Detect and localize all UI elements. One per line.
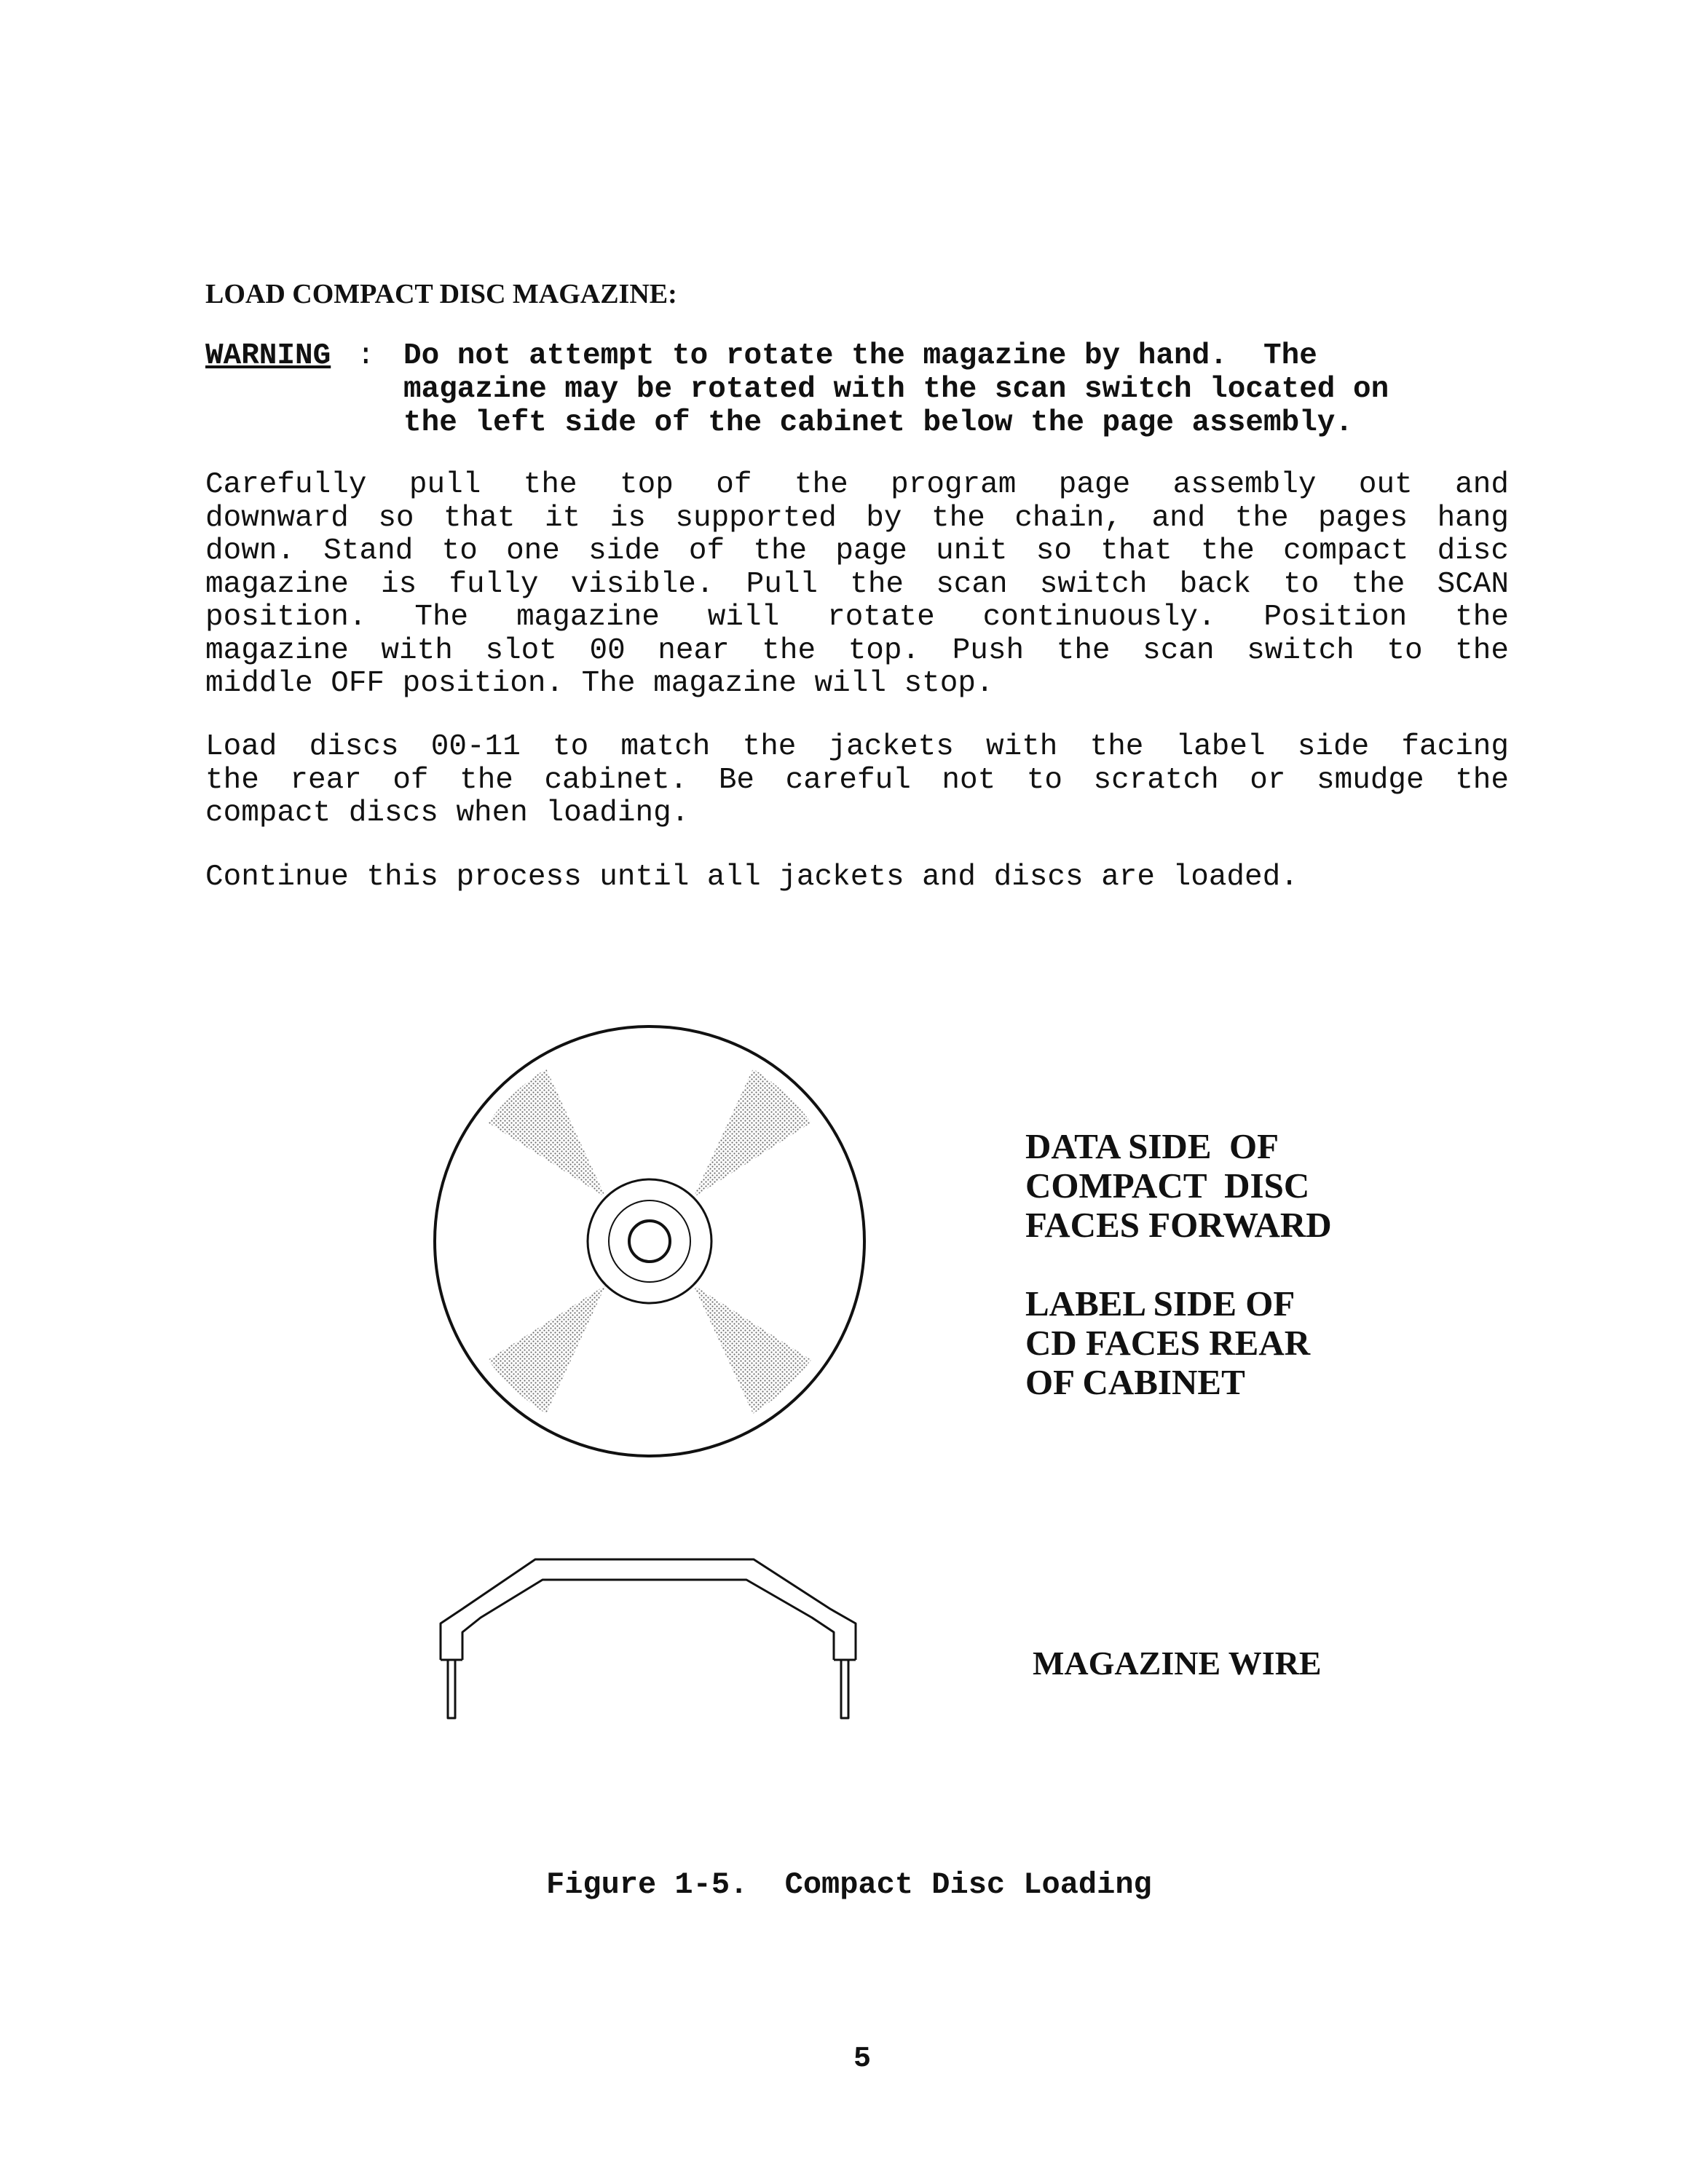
paragraph-line: Carefully pull the top of the program page assembly out and <box>205 468 1509 502</box>
label-line: OF CABINET <box>1025 1362 1245 1402</box>
warning-line: Do not attempt to rotate the magazine by hand. The <box>403 339 1317 373</box>
paragraph-line: downward so that it is supported by the chain, and the pages hang <box>205 501 1509 535</box>
wire-inner-edge <box>462 1580 834 1660</box>
section-heading: LOAD COMPACT DISC MAGAZINE: <box>205 279 677 309</box>
label-line: CD FACES REAR <box>1025 1323 1311 1363</box>
page-number: 5 <box>853 2043 872 2076</box>
label-line: DATA SIDE OF <box>1025 1126 1279 1166</box>
load-discs-paragraph <box>205 731 1509 831</box>
warning-line: magazine may be rotated with the scan switch located on <box>403 373 1389 406</box>
paragraph-line: magazine is fully visible. Pull the scan switch back to the SCAN <box>205 567 1509 601</box>
data-side-label <box>1025 1127 1332 1245</box>
wire-right-leg <box>841 1660 848 1718</box>
paragraph-line: magazine with slot 00 near the top. Push the scan switch to the <box>205 633 1509 668</box>
label-side-label <box>1025 1284 1310 1402</box>
magazine-wire-label: MAGAZINE WIRE <box>1033 1645 1322 1682</box>
paragraph-line: Load discs 00-11 to match the jackets with the label side facing <box>205 730 1509 764</box>
continue-paragraph <box>205 861 1509 895</box>
paragraph-line: compact discs when loading. <box>205 796 690 830</box>
wire-left-leg <box>448 1660 455 1718</box>
paragraph-line: position. The magazine will rotate continuously. Position the <box>205 601 1509 634</box>
compact-disc-illustration <box>430 1019 881 1471</box>
label-line: COMPACT DISC <box>1025 1166 1310 1206</box>
label-line: FACES FORWARD <box>1025 1205 1332 1245</box>
instructions-paragraph <box>205 469 1509 701</box>
figure-caption: Figure 1-5. Compact Disc Loading <box>546 1867 1152 1902</box>
paragraph-line: middle OFF position. The magazine will stop. <box>205 667 994 700</box>
label-line: LABEL SIDE OF <box>1025 1283 1295 1324</box>
paragraph-line: Continue this process until all jackets and discs are loaded. <box>205 860 1298 894</box>
warning-text <box>403 339 1688 440</box>
warning-colon: : <box>357 339 375 373</box>
magazine-wire-illustration <box>430 1551 881 1725</box>
disc-center-hole <box>629 1221 670 1262</box>
paragraph-line: the rear of the cabinet. Be careful not to scratch or smudge the <box>205 763 1509 797</box>
wire-outer-edge <box>441 1559 856 1660</box>
warning-line: the left side of the cabinet below the page assembly. <box>403 406 1354 440</box>
paragraph-line: down. Stand to one side of the page unit so that the compact disc <box>205 534 1509 568</box>
warning-label: WARNING <box>205 339 331 373</box>
